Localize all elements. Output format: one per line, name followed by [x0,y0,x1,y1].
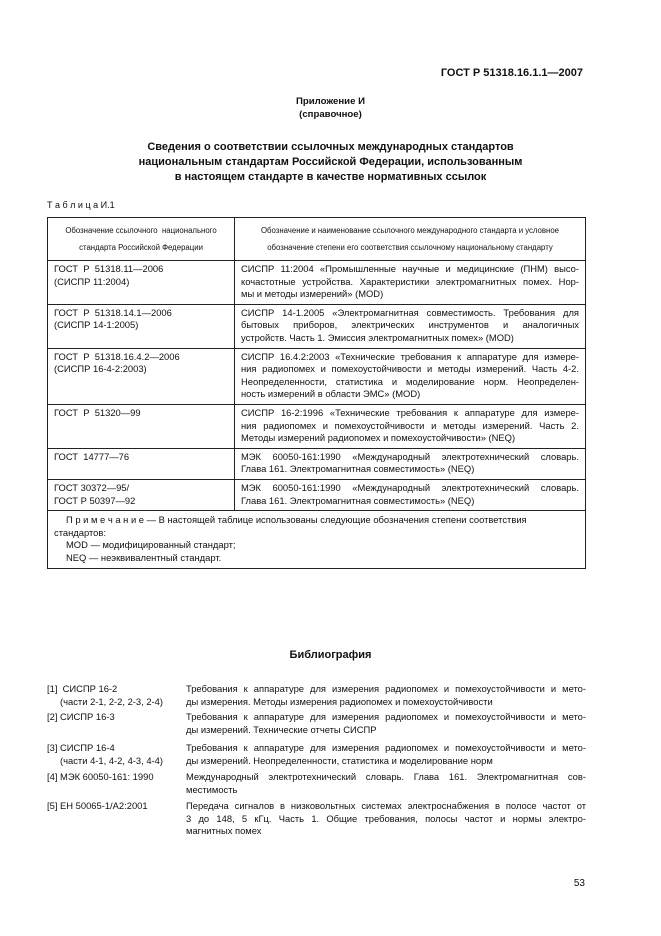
bibliography-title: Библиография [289,649,372,661]
text-line: магнитных помех [186,825,262,837]
text-line: [2] СИСПР 16-3 [47,711,115,722]
international-standard-cell [235,348,586,404]
text-line: ды измерения. Методы измерения радиопомех и помехоустойчивости [186,695,493,707]
bibliography-ref [47,771,187,784]
text-line: Глава 161. Электромагнитная совместимость» (NEQ) [241,494,475,506]
heading-line: Сведения о соответствии ссылочных международных стандартов [147,141,514,153]
table-row [48,404,586,448]
bibliography-text [186,742,586,767]
text-line: стандарта Российской Федерации [79,243,203,252]
text-line: местимость [186,783,238,795]
international-standard-cell [235,304,586,348]
text-line: мы и методы измерений» (MOD) [241,288,384,300]
text-line: ГОСТ Р 51318.14.1—2006 [54,306,172,318]
national-standard-cell [48,448,235,479]
international-standard-cell [235,404,586,448]
table-row [48,261,586,305]
text-line: Требования к аппаратуре для измерения радиопомех и помехоустойчивости и мето- [186,683,586,694]
text-line: ГОСТ Р 51318.16.4.2—2006 [54,350,180,362]
page-number: 53 [573,878,585,889]
text-line: (СИСПР 11:2004) [54,275,130,287]
national-standard-cell [48,261,235,305]
text-line: [5] ЕН 50065-1/А2:2001 [47,800,148,811]
international-standard-cell [235,479,586,510]
national-standard-cell [48,479,235,510]
text-line: (части 4-1, 4-2, 4-3, 4-4) [47,754,164,766]
text-line: ния радиопомех и помехоустойчивости и методы измерений. Часть 2. [241,419,579,431]
text-line: СИСПР 16-2:1996 «Технические требования к аппаратуре для измере- [241,406,579,418]
table-header-row [48,218,586,261]
bibliography-ref [47,742,187,767]
text-line: ГОСТ 14777—76 [54,450,130,462]
note-line: стандартов: [54,526,106,538]
section-heading [0,140,661,185]
bibliography-ref [47,800,187,813]
text-line: (части 2-1, 2-2, 2-3, 2-4) [47,695,164,707]
text-line: Обозначение и наименование ссылочного международного стандарта и условное [260,226,560,235]
column-header [235,218,586,261]
text-line: Международный электротехнический словарь. Глава 161. Электромагнитная сов- [186,771,586,782]
table-caption: Т а б л и ц а И.1 [47,200,115,210]
note-line: MOD — модифицированный стандарт; [66,539,236,551]
text-line: Глава 161. Электромагнитная совместимость» (NEQ) [241,463,475,475]
bibliography-text [186,771,586,796]
international-standard-cell [235,261,586,305]
text-line: ГОСТ Р 50397—92 [54,494,136,506]
annex-title: Приложение И [296,96,365,107]
international-standard-cell [235,448,586,479]
text-line: (СИСПР 14-1:2005) [54,319,139,331]
text-line: Требования к аппаратуре для измерения радиопомех и помехоустойчивости и мето- [186,711,586,722]
annex-subtitle: (справочное) [299,109,362,120]
bibliography-text [186,711,586,736]
text-line: ГОСТ 30372—95/ [54,481,130,493]
heading-line: в настоящем стандарте в качестве нормативных ссылок [174,171,487,183]
national-standard-cell [48,348,235,404]
text-line: кочастотные устройства. Характеристики электромагнитных помех. Нор- [241,275,579,287]
text-line: ды измерений. Технические отчеты СИСПР [186,723,377,735]
table-row [48,479,586,510]
text-line: ния радиопомех и помехоустойчивости и методы измерений. Часть 4-2. [241,363,579,375]
text-line: МЭК 60050-161:1990 «Международный электротехнический словарь. [241,481,579,493]
text-line: [1] СИСПР 16-2 [47,683,118,694]
table-row [48,348,586,404]
heading-line: национальным стандартам Российской Федерации, использованным [138,156,523,168]
text-line: МЭК 60050-161:1990 «Международный электротехнический словарь. [241,450,579,462]
bibliography-text [186,800,586,838]
note-line: NEQ — неэквивалентный стандарт. [66,551,222,563]
column-header [48,218,235,261]
text-line: обозначение степени его соответствия ссылочному национальному стандарту [267,243,553,252]
document-id: ГОСТ Р 51318.16.1.1—2007 [440,67,583,79]
text-line: [3] СИСПР 16-4 [47,742,115,753]
national-standard-cell [48,404,235,448]
text-line: ность измерений в области ЭМС» (MOD) [241,388,421,400]
text-line: 3 до 148, 5 кГц. Часть 1. Общие требования, полосы частот и нормы электро- [186,812,586,824]
text-line: устройств. Часть 1. Эмиссия электромагнитных помех» (MOD) [241,331,514,343]
text-line: ГОСТ Р 51318.11—2006 [54,263,164,274]
table-row [48,448,586,479]
correspondence-table [47,217,586,569]
text-line: ГОСТ Р 51320—99 [54,406,141,418]
table-note [48,511,586,569]
text-line: бытовых приборов, электрических инструментов и аналогичных [241,319,579,331]
text-line: Требования к аппаратуре для измерения радиопомех и помехоустойчивости и мето- [186,742,586,753]
text-line: СИСПР 14-1.2005 «Электромагнитная совместимость. Требования для [241,306,579,318]
national-standard-cell [48,304,235,348]
text-line: [4] МЭК 60050-161: 1990 [47,771,154,782]
text-line: СИСПР 11:2004 «Промышленные научные и медицинские (ПНМ) высо- [241,263,579,274]
text-line: ды измерений. Неопределенности, статистика и моделирование норм [186,754,493,766]
note-line: П р и м е ч а н и е — В настоящей таблице использованы следующие обозначения степени соответствия [66,514,527,526]
bibliography-text [186,683,586,708]
text-line: СИСПР 16.4.2:2003 «Технические требования к аппаратуре для измере- [241,350,579,362]
text-line: (СИСПР 16-4-2:2003) [54,363,147,375]
bibliography-ref [47,711,187,724]
bibliography-ref [47,683,187,708]
table-row [48,304,586,348]
text-line: Передача сигналов в низковольтных системах электроснабжения в полосе частот от [186,800,586,811]
text-line: Методы измерений радиопомех и помехоустойчивости» (NEQ) [241,432,516,444]
text-line: Неопределенности, статистика и моделирование норм. Неопределен- [241,375,579,387]
table-note-row [48,511,586,569]
text-line: Обозначение ссылочного национального [65,226,217,235]
